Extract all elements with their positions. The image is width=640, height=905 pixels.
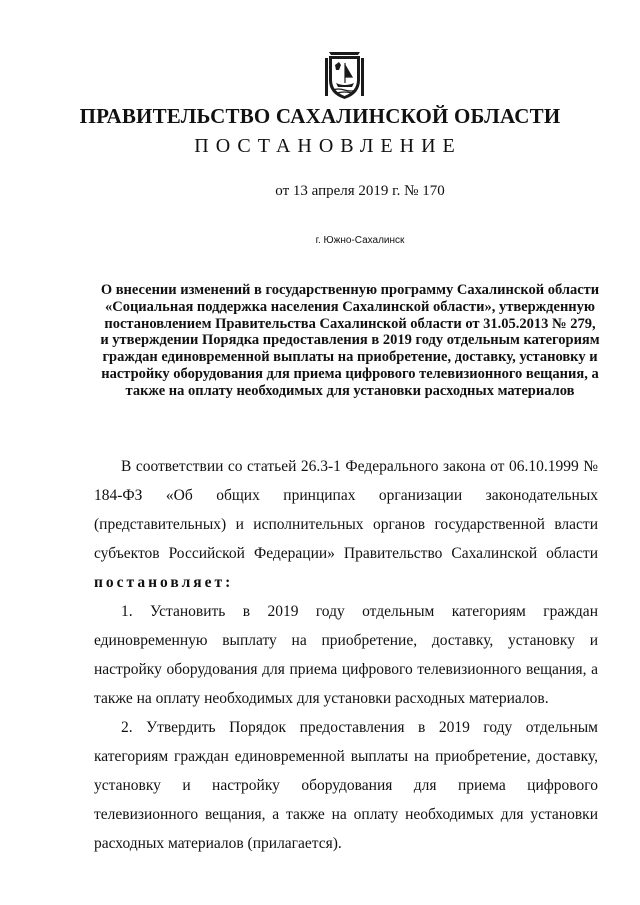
- document-city: г. Южно-Сахалинск: [315, 235, 405, 246]
- document-type: ПОСТАНОВЛЕНИЕ: [194, 135, 462, 157]
- document-date-number: от 13 апреля 2019 г. № 170: [275, 183, 445, 199]
- preamble-paragraph: [94, 452, 598, 597]
- item-2-paragraph: 2. Утвердить Порядок предоставления в 2019 году отдельным категориям граждан единовременной выплаты на приобретение, доставку, установку и настройку оборудования для приема цифрового телевизионного вещания, а также на оплату необходимых для установки расходных материалов (прилагается).: [94, 719, 598, 852]
- preamble-text: В соответствии со статьей 26.3-1 Федерального закона от 06.10.1999 № 184-ФЗ «Об общих принципах организации законодательных (представительных) и исполнительных органов государственной власти субъектов Российской Федерации» Правительство Сахалинской области: [94, 458, 598, 562]
- government-title: ПРАВИТЕЛЬСТВО САХАЛИНСКОЙ ОБЛАСТИ: [79, 104, 561, 128]
- document-body: [94, 452, 598, 858]
- sakhalin-coat-of-arms-icon: [323, 50, 366, 100]
- document-subject: О внесении изменений в государственную программу Сахалинской области «Социальная поддержка населения Сахалинской области», утвержденную постановлением Правительства Сахалинской области от 31.05.2013 № 279, и утверждении Порядка предоставления в 2019 году отдельным категориям граждан единовременной выплаты на приобретение, доставку, установку и настройку оборудования для приема цифрового телевизионного вещания, а также на оплату необходимых для установки расходных материалов: [100, 282, 600, 399]
- decree-word: постановляет: [94, 574, 226, 591]
- decree-colon: :: [225, 574, 234, 591]
- item-1-paragraph: 1. Установить в 2019 году отдельным категориям граждан единовременную выплату на приобретение, доставку, установку и настройку оборудования для приема цифрового телевизионного вещания, а также на оплату необходимых для установки расходных материалов.: [94, 603, 598, 707]
